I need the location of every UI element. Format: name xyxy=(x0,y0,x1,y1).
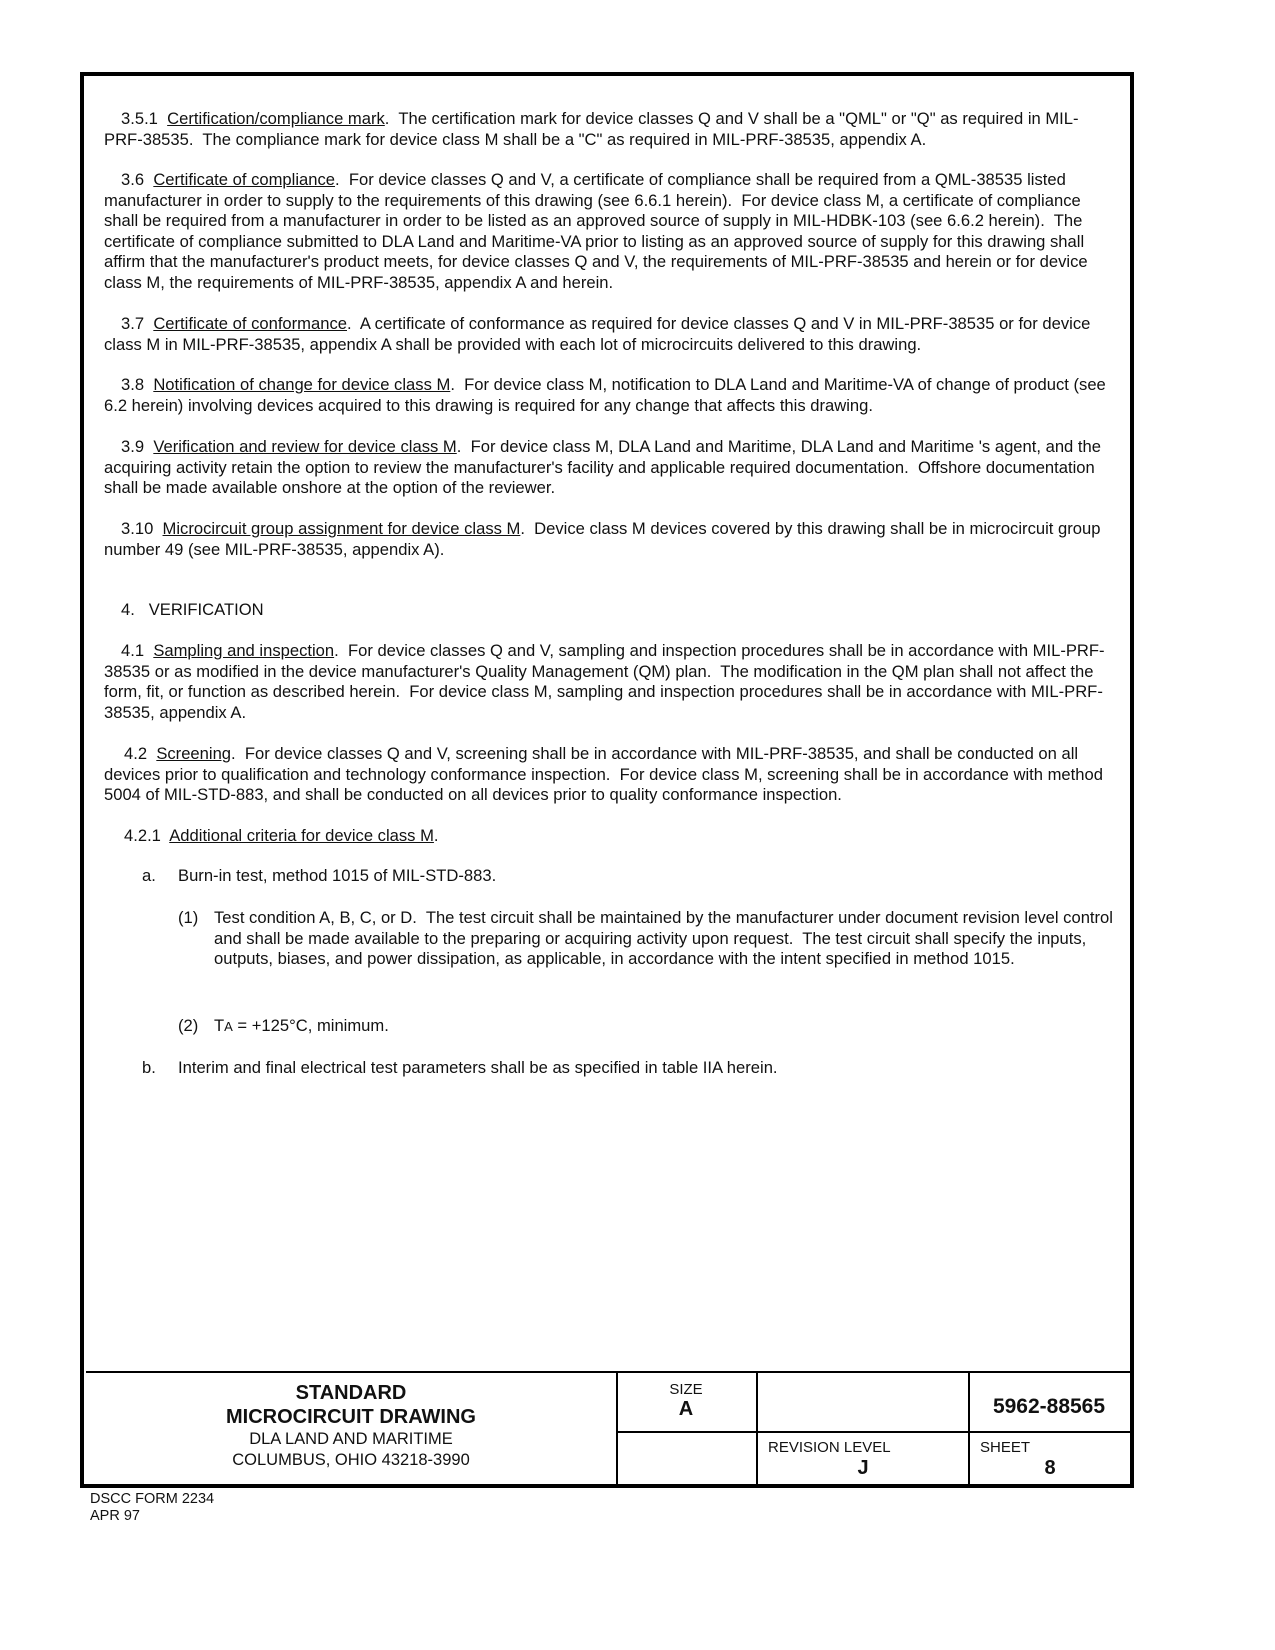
paragraph-text: . For device classes Q and V, screening shall be in accordance with MIL-PRF-38535, and shall be conducted on all devices prior to qualification and technology conformance inspection. For device class M, screening shall be in accordance with method 5004 of MIL-STD-883, and shall be conducted on all devices prior to quality conformance inspection. xyxy=(104,744,1108,805)
paragraph-text: VERIFICATION xyxy=(144,600,264,619)
paragraph-text: . For device class M, notification to DLA Land and Maritime-VA of change of product (see 6.2 herein) involving devices acquired to this drawing is required for any change that affects this drawing. xyxy=(104,375,1111,415)
title-microcircuit-drawing: MICROCIRCUIT DRAWING xyxy=(226,1406,476,1428)
paragraph-number: 3.6 xyxy=(121,170,145,189)
paragraph-title: Screening xyxy=(156,744,232,763)
paragraph-number: 3.5.1 xyxy=(121,109,158,128)
paragraph-4-2 xyxy=(104,744,1114,806)
paragraph-3-10 xyxy=(104,519,1114,560)
ta-value: = +125°C, minimum. xyxy=(232,1016,389,1035)
paragraph-text: . For device class M, DLA Land and Maritime, DLA Land and Maritime 's agent, and the acquiring activity retain the option to review the manufacturer's facility and applicable required documentation. Offshore documentation shall be made available onshore at the option of the reviewer. xyxy=(104,437,1106,498)
list-item-1-label: (1) xyxy=(178,908,199,927)
paragraph-number: 4.2.1 xyxy=(124,826,161,845)
form-date: APR 97 xyxy=(90,1508,140,1524)
paragraph-4-2-1 xyxy=(104,826,1114,847)
ta-subscript: A xyxy=(224,1019,233,1034)
paragraph-number: 4. xyxy=(121,600,135,619)
paragraph-title: Verification and review for device class M xyxy=(153,437,457,456)
paragraph-number: 3.9 xyxy=(121,437,145,456)
sheet-value: 8 xyxy=(1044,1457,1056,1479)
agency-name: DLA LAND AND MARITIME xyxy=(249,1430,453,1448)
paragraph-title: Certificate of compliance xyxy=(153,170,336,189)
paragraph-text: . Device class M devices covered by this drawing shall be in microcircuit group number 49 (see MIL-PRF-38535, appendix A). xyxy=(104,519,1106,559)
title-block xyxy=(86,1371,1130,1485)
revision-label: REVISION LEVEL xyxy=(768,1439,891,1456)
paragraph-number: 3.7 xyxy=(121,314,145,333)
ta-symbol: T xyxy=(214,1016,225,1035)
paragraph-3-9 xyxy=(104,437,1114,499)
list-item-a-text: Burn-in test, method 1015 of MIL-STD-883. xyxy=(178,866,497,885)
paragraph-text: . For device classes Q and V, a certificate of compliance shall be required from a QML-38535 listed manufacturer in order to supply to the requirements of this drawing (see 6.6.1 herein). For device class M, a certificate of compliance shall be required from a manufacturer in order to be listed as an approved source of supply in MIL-HDBK-103 (see 6.6.2 herein). The certificate of compliance submitted to DLA Land and Maritime-VA prior to listing as an approved source of supply for this drawing shall affirm that the manufacturer's product meets, for device classes Q and V, the requirements of MIL-PRF-38535 and herein or for device class M, the requirements of MIL-PRF-38535, appendix A and herein. xyxy=(104,170,1093,292)
paragraph-3-5-1 xyxy=(104,109,1114,150)
paragraph-title: Sampling and inspection xyxy=(153,641,335,660)
paragraph-4 xyxy=(104,600,1114,621)
paragraph-title: Notification of change for device class M xyxy=(153,375,451,394)
paragraph-title: Additional criteria for device class M xyxy=(169,826,434,845)
paragraph-text: . xyxy=(433,826,439,845)
list-item-a-label: a. xyxy=(142,866,156,885)
paragraph-number: 3.10 xyxy=(121,519,154,538)
drawing-number: 5962-88565 xyxy=(992,1395,1106,1418)
paragraph-number: 4.2 xyxy=(124,744,148,763)
size-label: SIZE xyxy=(669,1381,703,1398)
paragraph-3-6 xyxy=(104,170,1114,294)
size-value: A xyxy=(678,1398,694,1420)
paragraph-text: . The certification mark for device classes Q and V shall be a "QML" or "Q" as required in MIL-PRF-38535. The compliance mark for device class M shall be a "C" as required in MIL-PRF-38535, appendix A. xyxy=(104,109,1079,149)
paragraph-number: 4.1 xyxy=(121,641,145,660)
paragraph-title: Certificate of conformance xyxy=(153,314,347,333)
title-standard: STANDARD xyxy=(295,1382,407,1404)
paragraph-3-8 xyxy=(104,375,1114,416)
paragraph-text: . A certificate of conformance as required for device classes Q and V in MIL-PRF-38535 or for device class M in MIL-PRF-38535, appendix A shall be provided with each lot of microcircuits delivered to this drawing. xyxy=(104,314,1096,354)
paragraph-text: . For device classes Q and V, sampling and inspection procedures shall be in accordance with MIL-PRF-38535 or as modified in the device manufacturer's Quality Management (QM) plan. The modification in the QM plan shall not affect the form, fit, or function as described herein. For device class M, sampling and inspection procedures shall be in accordance with MIL-PRF-38535, appendix A. xyxy=(104,641,1105,722)
paragraph-title: Certification/compliance mark xyxy=(167,109,385,128)
revision-value: J xyxy=(857,1457,869,1479)
paragraph-number: 3.8 xyxy=(121,375,145,394)
form-id: DSCC FORM 2234 xyxy=(90,1491,215,1507)
list-item-b-text: Interim and final electrical test parameters shall be as specified in table IIA herein. xyxy=(178,1058,778,1077)
list-item-2-label: (2) xyxy=(178,1016,199,1035)
list-item-2-text xyxy=(214,1016,389,1038)
agency-address: COLUMBUS, OHIO 43218-3990 xyxy=(232,1451,470,1469)
list-item-b-label: b. xyxy=(142,1058,156,1077)
sheet-label: SHEET xyxy=(980,1439,1031,1456)
paragraph-title: Microcircuit group assignment for device class M xyxy=(162,519,521,538)
paragraph-3-7 xyxy=(104,314,1114,355)
form-number xyxy=(90,1491,214,1525)
paragraph-4-1 xyxy=(104,641,1114,723)
list-item-1-text: Test condition A, B, C, or D. The test circuit shall be maintained by the manufacturer under document revision level control and shall be made available to the preparing or acquiring activity upon request. The test circuit shall specify the inputs, outputs, biases, and power dissipation, as applicable, in accordance with the intent specified in method 1015. xyxy=(214,908,1118,969)
